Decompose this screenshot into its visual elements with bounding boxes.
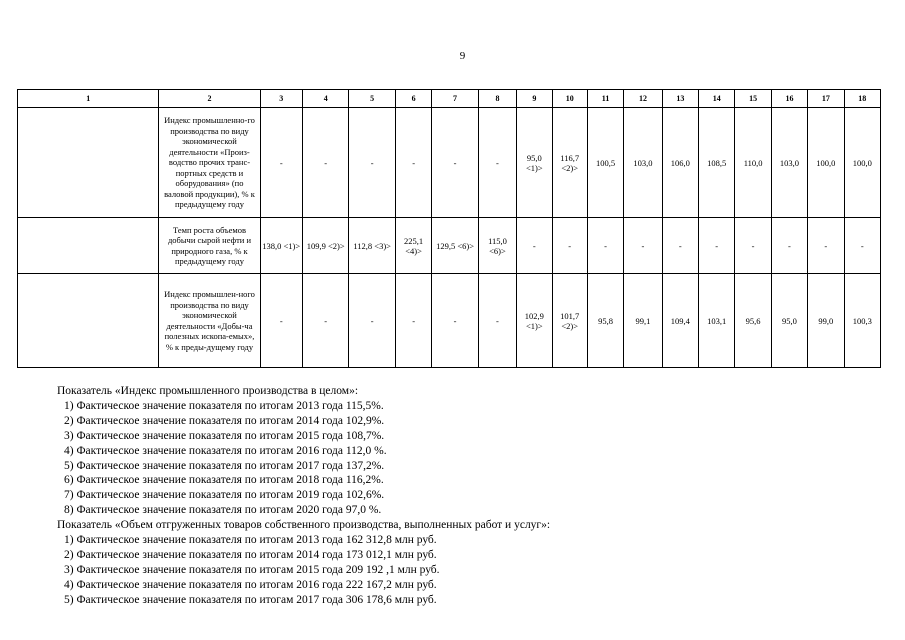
value-cell: - (844, 218, 880, 274)
value-cell: 112,8 <3)> (349, 218, 395, 274)
note-item: 5) Фактическое значение показателя по итогам 2017 года 306 178,6 млн руб. (64, 593, 437, 606)
column-number-header: 2 (159, 90, 260, 108)
table-row (18, 108, 881, 218)
column-number-header: 13 (662, 90, 698, 108)
notes-heading-industrial-index: Показатель «Индекс промышленного производства в целом»: (57, 385, 359, 397)
column-number-header: 3 (260, 90, 302, 108)
note-item: 1) Фактическое значение показателя по итогам 2013 года 162 312,8 млн руб. (64, 534, 437, 547)
note-item: 5) Фактическое значение показателя по итогам 2017 года 137,2%. (64, 459, 385, 472)
value-cell: - (260, 274, 302, 368)
value-cell: 95,0 <1)> (517, 108, 552, 218)
column-number-header: 18 (844, 90, 880, 108)
column-number-header: 9 (517, 90, 552, 108)
notes-heading-shipped-goods: Показатель «Объем отгруженных товаров собственного производства, выполненных работ и услуг»: (57, 519, 551, 532)
note-item: 4) Фактическое значение показателя по итогам 2016 года 222 167,2 млн руб. (64, 578, 437, 591)
indicators-table (17, 89, 881, 368)
column-number-header: 5 (349, 90, 395, 108)
value-cell: 100,5 (587, 108, 623, 218)
value-cell: - (662, 218, 698, 274)
value-cell: 103,0 (624, 108, 662, 218)
value-cell: - (395, 274, 431, 368)
value-cell: 95,0 (771, 274, 807, 368)
value-cell: - (478, 108, 516, 218)
value-cell: - (432, 108, 478, 218)
page-number: 9 (459, 50, 466, 62)
value-cell: 95,6 (735, 274, 771, 368)
value-cell: - (395, 108, 431, 218)
value-cell: - (432, 274, 478, 368)
note-item: 4) Фактическое значение показателя по итогам 2016 года 112,0 %. (64, 444, 387, 457)
note-item: 1) Фактическое значение показателя по итогам 2013 года 115,5%. (64, 399, 384, 412)
indicator-cell: Индекс промышленно-го производства по виду экономической деятельности «Произ-водство прочих транс-портных средств и оборудования» (по валовой продукции), % к предыдущему году (159, 108, 260, 218)
note-item: 2) Фактическое значение показателя по итогам 2014 года 102,9%. (64, 414, 385, 427)
value-cell: 109,4 (662, 274, 698, 368)
note-item: 3) Фактическое значение показателя по итогам 2015 года 108,7%. (64, 429, 385, 442)
table-header-row (18, 90, 881, 108)
note-item: 8) Фактическое значение показателя по итогам 2020 года 97,0 %. (64, 504, 382, 517)
value-cell: - (302, 108, 348, 218)
value-cell: - (552, 218, 587, 274)
value-cell: - (349, 108, 395, 218)
value-cell: - (771, 218, 807, 274)
value-cell: - (349, 274, 395, 368)
value-cell: 106,0 (662, 108, 698, 218)
indicator-cell: Индекс промышлен-ного производства по виду экономической деятельности «Добы-ча полезных ископа-емых», % к преды-дущему году (159, 274, 260, 368)
value-cell: - (624, 218, 662, 274)
value-cell: - (478, 274, 516, 368)
column-number-header: 7 (432, 90, 478, 108)
table-row (18, 218, 881, 274)
value-cell: 100,0 (844, 108, 880, 218)
value-cell: - (260, 108, 302, 218)
column-number-header: 14 (699, 90, 735, 108)
value-cell: 103,0 (771, 108, 807, 218)
value-cell: 225,1 <4)> (395, 218, 431, 274)
column-number-header: 17 (808, 90, 844, 108)
notes-section (57, 384, 887, 608)
value-cell: 109,9 <2)> (302, 218, 348, 274)
empty-cell (18, 218, 159, 274)
note-item: 6) Фактическое значение показателя по итогам 2018 года 116,2%. (64, 474, 384, 487)
column-number-header: 11 (587, 90, 623, 108)
value-cell: - (302, 274, 348, 368)
value-cell: 116,7 <2)> (552, 108, 587, 218)
value-cell: 103,1 (699, 274, 735, 368)
column-number-header: 4 (302, 90, 348, 108)
column-number-header: 6 (395, 90, 431, 108)
value-cell: 101,7 <2)> (552, 274, 587, 368)
value-cell: - (517, 218, 552, 274)
value-cell: 95,8 (587, 274, 623, 368)
value-cell: - (587, 218, 623, 274)
value-cell: 99,1 (624, 274, 662, 368)
note-item: 2) Фактическое значение показателя по итогам 2014 года 173 012,1 млн руб. (64, 548, 437, 561)
empty-cell (18, 108, 159, 218)
column-number-header: 12 (624, 90, 662, 108)
note-item: 7) Фактическое значение показателя по итогам 2019 года 102,6%. (64, 489, 385, 502)
empty-cell (18, 274, 159, 368)
column-number-header: 16 (771, 90, 807, 108)
value-cell: 108,5 (699, 108, 735, 218)
value-cell: - (735, 218, 771, 274)
value-cell: 100,0 (808, 108, 844, 218)
note-item: 3) Фактическое значение показателя по итогам 2015 года 209 192 ,1 млн руб. (64, 563, 440, 576)
value-cell: 100,3 (844, 274, 880, 368)
column-number-header: 8 (478, 90, 516, 108)
value-cell: - (699, 218, 735, 274)
value-cell: - (808, 218, 844, 274)
value-cell: 138,0 <1)> (260, 218, 302, 274)
value-cell: 115,0 <6)> (478, 218, 516, 274)
indicator-cell: Темп роста объемов добычи сырой нефти и природного газа, % к предыдущему году (159, 218, 260, 274)
value-cell: 110,0 (735, 108, 771, 218)
value-cell: 129,5 <6)> (432, 218, 478, 274)
column-number-header: 15 (735, 90, 771, 108)
column-number-header: 10 (552, 90, 587, 108)
table-row (18, 274, 881, 368)
column-number-header: 1 (18, 90, 159, 108)
value-cell: 102,9 <1)> (517, 274, 552, 368)
value-cell: 99,0 (808, 274, 844, 368)
